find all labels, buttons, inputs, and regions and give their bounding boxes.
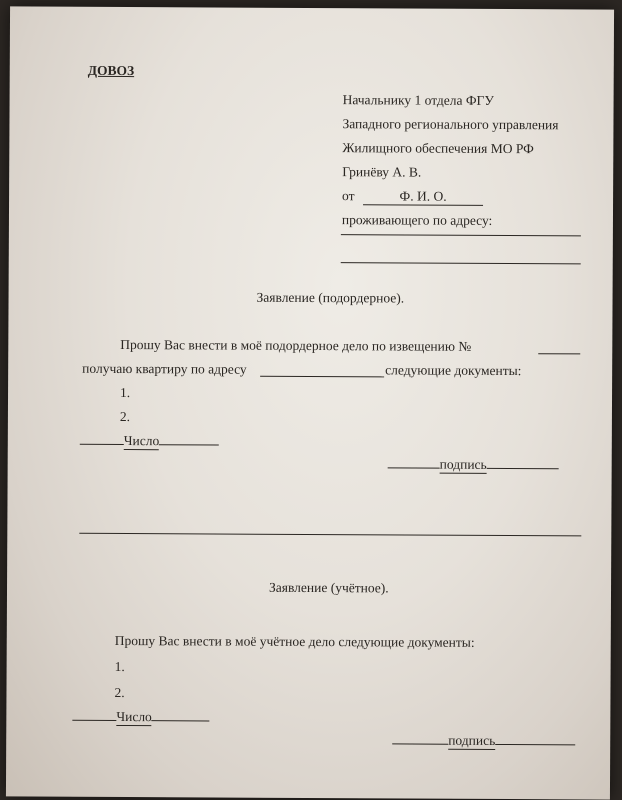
notice-number-line [538,353,580,354]
residence-label: проживающего по адресу: [341,212,493,228]
addressee-line-3: Жилищного обеспечения МО РФ [342,140,534,157]
section1-body-line2a: получаю квартиру по адресу [82,360,247,377]
from-field [363,188,483,206]
section2-item-2: 2. [114,684,125,701]
from-value: Ф. И. О. [363,188,483,206]
section2-body-line1: Прошу Вас внести в моё учётное дело следующие документы: [114,632,475,650]
section1-body-line2b: следующие документы: [385,362,522,379]
addressee-line-2: Западного регионального управления [342,116,559,133]
date-line-right [159,444,219,445]
section1-body-line1: Прошу Вас внести в моё подордерное дело по извещению № [120,337,472,354]
section1-date-label: Число [123,433,160,449]
from-label: от [342,188,355,204]
signature-line-right-2 [495,744,575,745]
addressee-line-1: Начальнику 1 отдела ФГУ [342,92,494,108]
apartment-address-line [260,376,384,378]
date-line-right-2 [152,720,210,721]
section2-title: Заявление (учётное). [268,579,389,596]
paper-sheet [6,6,614,799]
address-line-1 [341,234,581,236]
section2-date-field [72,709,210,727]
section1-date-field [80,433,220,451]
section1-item-1: 1. [120,385,131,401]
signature-line-left [388,467,440,468]
signature-line-left-2 [392,743,448,744]
section2-item-1: 1. [114,658,125,675]
section1-title: Заявление (подордерное). [256,289,405,306]
signature-line-right [487,468,559,469]
section2-signature-field [392,732,575,750]
date-line-left [80,444,124,445]
section1-item-2: 2. [119,409,131,425]
section1-signature-label: подпись [439,456,487,472]
header-mark: ДОВОЗ [87,62,135,79]
section-separator [79,533,581,537]
section2-signature-label: подпись [448,732,496,748]
address-line-2 [341,262,581,264]
date-line-left-2 [72,720,116,721]
section1-signature-field [388,456,559,474]
addressee-line-4: Гринёву А. В. [342,164,422,180]
section2-date-label: Число [116,708,152,725]
